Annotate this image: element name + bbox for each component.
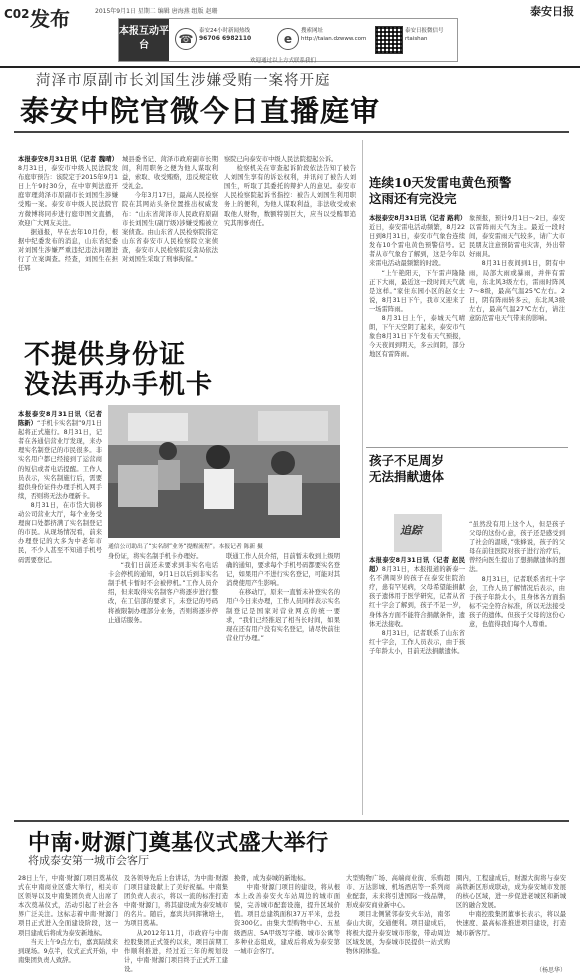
story2-column-3 <box>226 552 340 815</box>
story5-column-5 <box>456 874 566 962</box>
story2-headline <box>24 340 213 400</box>
story1-column-3 <box>224 155 356 335</box>
story2-paragraph: 8月31日，在市岱大街移动公司营业大厅，每个业务受理窗口处都挤满了实名制登记的市民。从现场情况看，前来办理登记的大多为中老年市民，不少人甚至不知道手机号码需要登记。 <box>18 501 102 564</box>
story1-paragraph: 本报泰安8月31日讯（记者 魏晴） 8月31日，泰安市中级人民法院发布庭审预告：该院定于2015年9月1日上午9时30分，在中审判法庭开庭审理菏泽市原副市长刘国生涉嫌受贿一案。泰安市中级人民法院官方微博将同步进行庭审图文直播，欢迎广大网友关注。 <box>18 156 118 227</box>
story3-paragraph: 8月31日上午，泰城天气晴朗，下午天空阴了起来，泰安市气象台8月31日下午发布天气预报，今天夜间到明天，多云间阴，部分地区有雷阵雨。 <box>369 315 465 359</box>
promo-wechat-label: 泰安日报微信号 <box>405 28 444 34</box>
tracking-badge: 追踪 <box>400 524 422 537</box>
story3-paragraph: 8月31日夜间到1日，阴有中雨，局部大雨或暴雨，并伴有雷电，东北风3级左右，雷雨时阵风7～8级，最高气温25℃左右。2日，阴有阵雨转多云，东北风3级左右，最高气温27℃左右，请注意防范雷电天气带来的影响。 <box>469 260 565 323</box>
story2-column-1 <box>18 410 102 815</box>
story3-headline: 连续10天发雷电黄色预警 这雨还有完没完 <box>369 175 512 206</box>
story3-paragraph: 象预报，预计9月1日～2日，泰安以雷阵雨天气为主。最近一段时间，泰安雷雨天气较多，请广大市民朋友注意预防雷电灾害，外出带好雨具。 <box>469 215 565 259</box>
story2-paragraph: 本报泰安8月31日讯（记者 陈新）“手机卡实名制”9月1日起将正式施行。8月31日，记者在各通信营业厅发现，来办理实名制登记的市民很多。非实名用户都已经接到了运营商的短信或者电话提醒。工作人员表示，实名制施行后，需要提供身份证件办理手机入网手续，否则将无法办理新卡。 <box>18 411 102 500</box>
story5-paragraph: 当天上午9点左右，嘉宾陆续来到现场。9点半，仪式正式开始，中南集团负责人致辞。 <box>18 938 118 964</box>
page-number: C02 <box>4 7 30 21</box>
story2-paragraph: 在移动厅，原来一直暂未补登实名的用户今日来办理，工作人员同样表示实名制登记是国家对营业网点的统一要求，“我们已经推迟了相当长时间，如果现在还有用户没有实名登记，请尽快前往营业厅办理。” <box>226 589 340 642</box>
story5-column-4 <box>346 874 450 966</box>
story5-paragraph: 及各领导先后上台讲话，为中南·财源门项目建设献上了美好祝福。中南集团负责人表示，将以一流的标准打造中南·财源门，将其建设成为泰安城市的名片。随后，嘉宾共同挥锹培土，为项目奠基。 <box>124 875 228 928</box>
story5-rule <box>14 820 569 822</box>
issue-line: 2015年9月1日 星期二 编辑 唐海燕 组版 赵珊 <box>95 8 218 15</box>
promo-footer: 欢迎通过以上方式联系我们 <box>250 58 317 64</box>
story5-paragraph: 圈内，工程建成后，财源大街将与泰安高铁新区形成联动，成为泰安城市发展的核心区域，进一步促进老城区和新城区的融合发展。 <box>456 875 566 910</box>
story1-subtitle: 菏泽市原副市长刘国生涉嫌受贿一案将开庭 <box>36 73 331 89</box>
story1-paragraph: 城县委书记、菏泽市政府副市长期间，利用职务之便为他人谋取利益，索取、收受贿赂，违反规定收受礼金。 <box>122 156 218 191</box>
qr-code <box>375 26 403 54</box>
story3-paragraph: 本报泰安8月31日讯（记者 路莉）近日，泰安雷电活动频繁，8月22日到8月31日，泰安市气象台连续发布10个雷电黄色预警信号。记者从市气象台了解到，这是今年以来雷电活动最频繁的时段。 <box>369 215 467 268</box>
news-photo <box>108 405 340 538</box>
promo-phone: 96706 6982110 <box>199 35 252 42</box>
promo-title: 本报互动平台 <box>119 19 169 61</box>
story5-paragraph: 中南控股集团董事长表示，将以最快速度、最高标准推进项目建设，打造城市新客厅。 <box>456 911 566 937</box>
story4-paragraph: 8月31日，记者联系了山东省红十字会，工作人员表示，由于孩子年龄太小，目前无法捐献遗体。 <box>369 629 465 655</box>
dateline: 本报泰安8月31日讯（记者 魏晴） <box>18 156 118 163</box>
phone-icon: ☎ <box>175 28 197 50</box>
story3-column-1 <box>369 214 465 444</box>
story4-column-2 <box>469 520 565 814</box>
story3-paragraph: “上午艳阳天，下午雷声隆隆正下大雨，最近这一段时间天气就是这样。”家住东园小区的赵女士说，8月31日下午，我市又迎来了一场雷阵雨。 <box>369 269 465 313</box>
story5-subtitle: 将成泰安第一城市会客厅 <box>28 854 149 867</box>
dateline: 本报泰安8月31日讯（记者 赵民超） <box>369 557 465 574</box>
story5-paragraph: 大型购物广场、高端商业街、乐购超市、万达影城、机场酒店等一系列商业配套，未来将引进国际一线品牌，形成泰安商业新中心。 <box>346 875 450 910</box>
story5-headline: 中南·财源门奠基仪式盛大举行 <box>28 830 329 856</box>
story3-column-2 <box>469 214 565 444</box>
story2-paragraph: 身份证，将实名制手机卡办理好。 <box>108 553 203 560</box>
story4-column-1 <box>369 556 465 814</box>
story5-column-1 <box>18 874 118 966</box>
story1-paragraph: 察院已向泰安市中级人民法院提起公诉。 <box>224 156 338 163</box>
web-icon: e <box>277 28 299 50</box>
story2-column-2 <box>108 552 218 815</box>
photo-illustration <box>108 405 340 538</box>
story4-paragraph: 本报泰安8月31日讯（记者 赵民超）8月31日，本报报道的新泰一名不满周岁的孩子在泰安住院治疗，患有罕见病，父母希望能捐献孩子遗体用于医学研究，记者从省红十字会了解到，孩子不足一岁，身体各方面不能符合捐献条件，遗体无法接收。 <box>369 557 465 628</box>
story5-column-2 <box>124 874 228 973</box>
story1-rule <box>14 131 569 133</box>
promo-wechat: rtaishan <box>405 36 428 42</box>
dateline: 本报泰安8月31日讯（记者 陈新） <box>18 411 102 428</box>
story5-paragraph: 项目北侧紧邻泰安火车站，南邻泰山大街，交通便利。项目建成后，将极大提升泰安城市形象，带动周边区域发展，为泰城市民提供一站式购物休闲体验。 <box>346 911 450 955</box>
story1-column-1 <box>18 155 118 335</box>
story1-paragraph: 据通报，早在去年10月份，根据中纪委发布的消息，山东省纪委对刘国生涉嫌严重违纪违法问题进行了立案调查。经查，刘国生在担任郓 <box>18 228 118 273</box>
story1-column-2 <box>122 155 218 335</box>
story5-paragraph: 28日上午，中南·财源门项目奠基仪式在中南商业区盛大举行，相关市区领导以及中南集团负责人出席了本次奠基仪式，活动引起了社会各界广泛关注。这标志着中南·财源门项目正式进入全面建设阶段，这一项目建成后将成为泰安新地标。 <box>18 875 118 937</box>
dateline: 本报泰安8月31日讯（记者 路莉） <box>369 215 467 222</box>
section-divider <box>366 447 568 448</box>
story4-paragraph: 8月31日，记者联系省红十字会，工作人员了解情况后表示，由于孩子年龄太小，且身体各方面指标不完全符合标准，所以无法接受孩子的遗体。但孩子父母的这份心意，也值得我们每个人尊重。 <box>469 575 565 629</box>
story2-paragraph: “我们日前还未要求到非实名电话卡会停机的通知，9月1日以后到非实名制手机卡暂时不会被停机。”工作人员介绍，但来取得实名制客户将逐步进行整改，在工信部的要求下，未登记的号码将被限制办理部分业务，否则将逐步停止通话服务。 <box>108 562 218 624</box>
story1-paragraph: 检察机关在审查起诉阶段依法告知了被告人刘国生享有的诉讼权利，并讯问了被告人刘国生，听取了其委托的辩护人的意见。泰安市人民检察院起诉书指控：被告人刘国生利用职务上的便利，为他人谋取利益，非法收受或索取他人财物，数额特别巨大，应当以受贿罪追究其刑事责任。 <box>224 165 356 227</box>
story5-paragraph: 换骨，成为泰城的新地标。 <box>234 875 310 882</box>
story2-headline-line: 不提供身份证 没法再办手机卡 <box>24 340 214 400</box>
story1-headline: 泰安中院官微今日直播庭审 <box>20 94 381 128</box>
paper-logo: 泰安日报 <box>530 5 574 18</box>
photo-caption: 通信公司助出了“实名制”业务“提醒流程”。本报记者 陈新 摄 <box>108 544 263 550</box>
story1-paragraph: 今年3月17日，最高人民检察院在其网站头条位置推出权威发布：“山东省菏泽市人民政府原副市长刘国生(副厅级)涉嫌受贿被立案侦查。由山东省人民检察院指定山东省泰安市人民检察院立案侦查，泰安市人民检察院反贪局依法对刘国生采取了刑事拘留。” <box>122 192 218 264</box>
column-divider <box>362 140 363 815</box>
story5-paragraph: 从2012年11月，市政府与中南控股集团正式签约以来，项目前期工作顺利推进，经过近三年的规划设计，中南·财源门项目终于正式开工建设。 <box>124 929 228 973</box>
story4-paragraph: “虽然没有用上这个人，但是孩子父母的这份心意，孩子还是感受到了社会的温暖，”张蜂说，孩子的父母在前往医院对孩子进行治疗后，曾经向医生提出了想捐献遗体的想法。 <box>469 521 565 574</box>
story5-paragraph: 中南·财源门项目的建设，将从根本上改善泰安火车站周边的城市面貌，完善城市配套设施，提升区域价值。项目总建筑面积37万平米，总投资300亿。由集大型购物中心、五星级酒店、5A甲级写字楼、城市公寓等多种业态组成，建成后将成为泰安第一城市会客厅。 <box>234 884 340 955</box>
promo-web: http://taian.dzwww.com <box>301 36 367 42</box>
story4-headline: 孩子不足周岁 无法捐献遗体 <box>369 453 445 484</box>
masthead <box>0 0 580 68</box>
byline-credit: （杨思华） <box>535 967 566 974</box>
section-title: 发布 <box>30 7 70 31</box>
promo-web-label: 搜索网址 <box>301 28 324 34</box>
story2-paragraph: 联通工作人员介绍，目前暂未收到上级明确的通知，要求每个手机号码都要实名登记，如果用户不进行实名登记，可能对其消费使用产生影响。 <box>226 553 340 588</box>
story5-column-3 <box>234 874 340 966</box>
promo-phone-label: 泰安24小时新闻热线 <box>199 28 250 34</box>
